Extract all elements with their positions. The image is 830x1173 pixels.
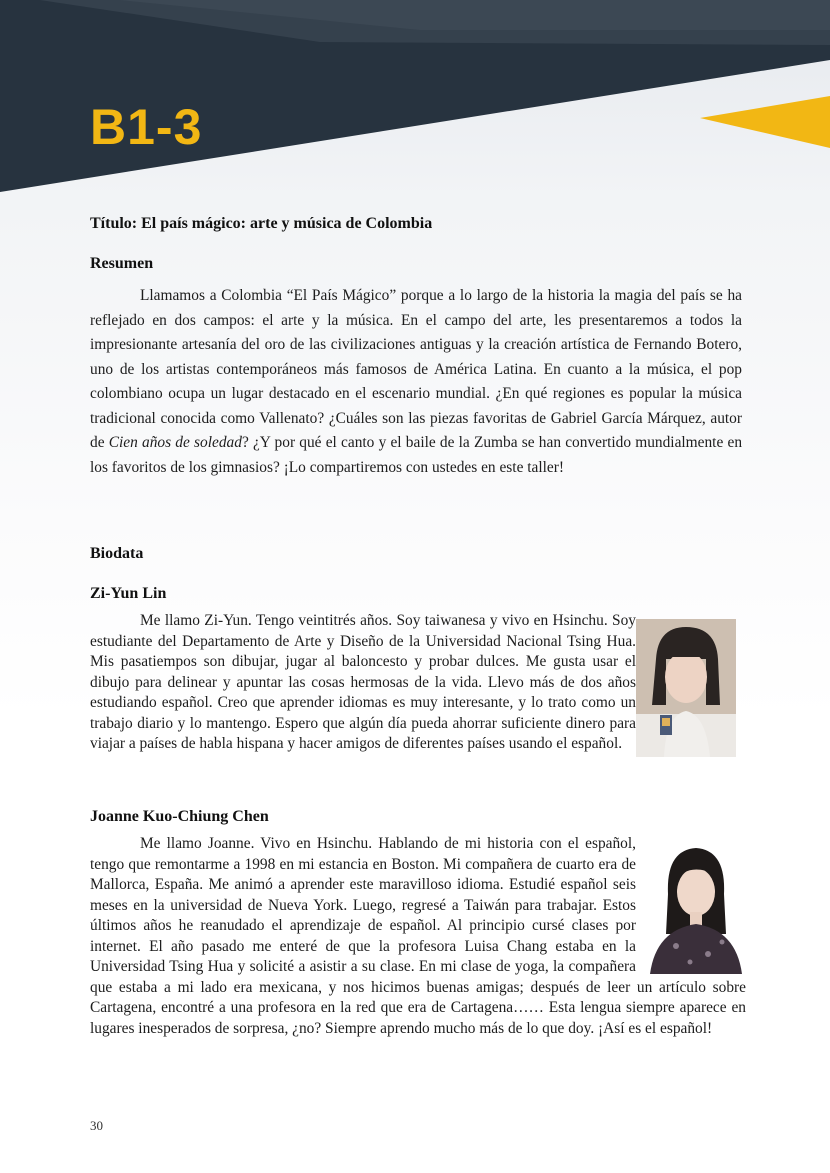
bio1-photo <box>636 619 736 757</box>
bio1-paragraph <box>90 611 636 755</box>
bio2-paragraph <box>90 834 746 1039</box>
bio1-name: Zi-Yun Lin <box>90 585 167 602</box>
bio2-text: Me llamo Joanne. Vivo en Hsinchu. Hablando de mi historia con el español, tengo que remontarme a 1998 en mi estancia en Boston. Mi compañera de cuarto era de Mallorca, España. Me animó a aprender este maravilloso idioma. Estudié español seis meses en la universidad de Nueva York. Luego, regresé a Taiwán para trabajar. Estos últimos años he reanudado el aprendizaje de español. Al principio cursé clases por internet. El año pasado me enteré de que la profesora Luisa Chang estaba en la Universidad Tsing Hua y solicité a asistir a su clase. En mi clase de yoga, la compañera que estaba a mi lado era mexicana, y nos hicimos buenas amigas; después de leer un artículo sobre Cartagena, encontré a una profesora en la red que era de Cartagena…… Esta lengua siempre aparece en lugares inesperados de sorpresa, ¿no? Siempre aprendo mucho más de lo que doy. ¡Así es el español! <box>90 835 746 1037</box>
bio2-name: Joanne Kuo-Chiung Chen <box>90 808 269 825</box>
book-title: Cien años de soledad <box>108 434 242 451</box>
resumen-paragraph <box>90 284 742 480</box>
biodata-heading: Biodata <box>90 545 144 562</box>
resumen-text-b: ? ¿Y por qué el canto y el baile de la Zumba se han convertido mundialmente en los favoritos de los gimnasios? ¡Lo compartiremos con ustedes en este taller! <box>90 434 743 476</box>
session-code: B1-3 <box>90 99 203 155</box>
resumen-text-a: Llamamos a Colombia “El País Mágico” porque a lo largo de la historia la magia del país se ha reflejado en dos campos: el arte y la música. En el campo del arte, les presentaremos a todos la impresionante artesanía del oro de las civilizaciones antiguas y la creación artística de Fernando Botero, uno de los artistas contemporáneos más famosos de América Latina. En cuanto a la música, el pop colombiano ocupa un lugar destacado en el escenario mundial. ¿En qué regiones es popular la música tradicional conocida como Vallenato? ¿Cuáles son las piezas favoritas de Gabriel García Márquez, autor de <box>90 287 742 451</box>
header-banner <box>0 0 830 200</box>
talk-title: Título: El país mágico: arte y música de Colombia <box>90 215 433 232</box>
bio1-text: Me llamo Zi-Yun. Tengo veintitrés años. Soy taiwanesa y vivo en Hsinchu. Soy estudiante del Departamento de Arte y Diseño de la Universidad Nacional Tsing Hua. Mis pasatiempos son dibujar, jugar al baloncesto y probar dulces. Me gusta usar el dibujo para delinear y apuntar las cosas hermosas de la vida. Llevo más de dos años estudiando español. Creo que aprender idiomas es muy interesante, y lo trato como un trabajo diario y lo mantengo. Espero que algún día pueda ahorrar suficiente dinero para viajar a países de habla hispana y hacer amigos de diferentes países usando el español. <box>90 612 636 752</box>
resumen-heading: Resumen <box>90 255 154 272</box>
bio2-photo <box>646 834 746 974</box>
page-number: 30 <box>90 1118 103 1133</box>
